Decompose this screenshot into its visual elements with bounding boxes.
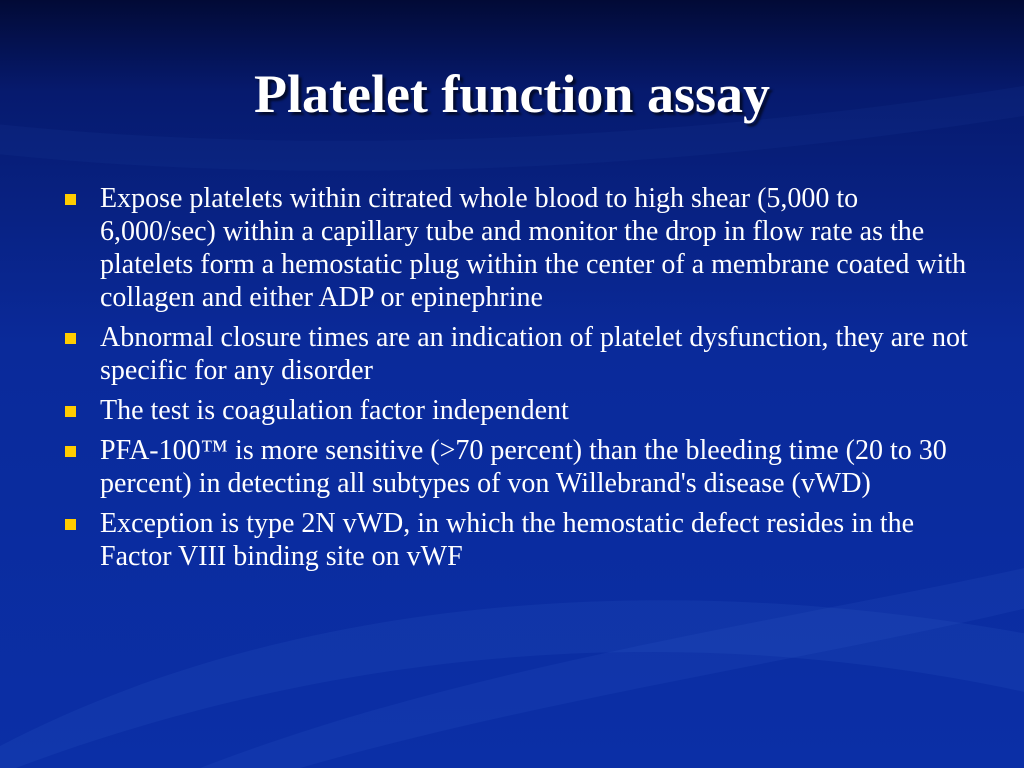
bullet-text: PFA-100™ is more sensitive (>70 percent) than the bleeding time (20 to 30 percent) in detecting all subtypes of von Willebrand's disease (vWD) [100, 435, 947, 499]
bullet-text: Abnormal closure times are an indication of platelet dysfunction, they are not specific for any disorder [100, 322, 968, 386]
list-item [58, 394, 978, 427]
bullet-text: Exception is type 2N vWD, in which the hemostatic defect resides in the Factor VIII binding site on vWF [100, 508, 915, 572]
square-bullet-icon [65, 194, 76, 205]
bullet-text: The test is coagulation factor independent [100, 395, 569, 426]
square-bullet-icon [65, 406, 76, 417]
list-item [58, 507, 978, 573]
list-item [58, 321, 978, 387]
bullet-text: Expose platelets within citrated whole blood to high shear (5,000 to 6,000/sec) within a capillary tube and monitor the drop in flow rate as the platelets form a hemostatic plug within the center of a membrane coated with collagen and either ADP or epinephrine [100, 183, 967, 313]
square-bullet-icon [65, 333, 76, 344]
bullet-list [58, 182, 978, 580]
list-item [58, 182, 978, 314]
square-bullet-icon [65, 519, 76, 530]
slide-title: Platelet function assay [254, 64, 770, 124]
list-item [58, 434, 978, 500]
square-bullet-icon [65, 446, 76, 457]
